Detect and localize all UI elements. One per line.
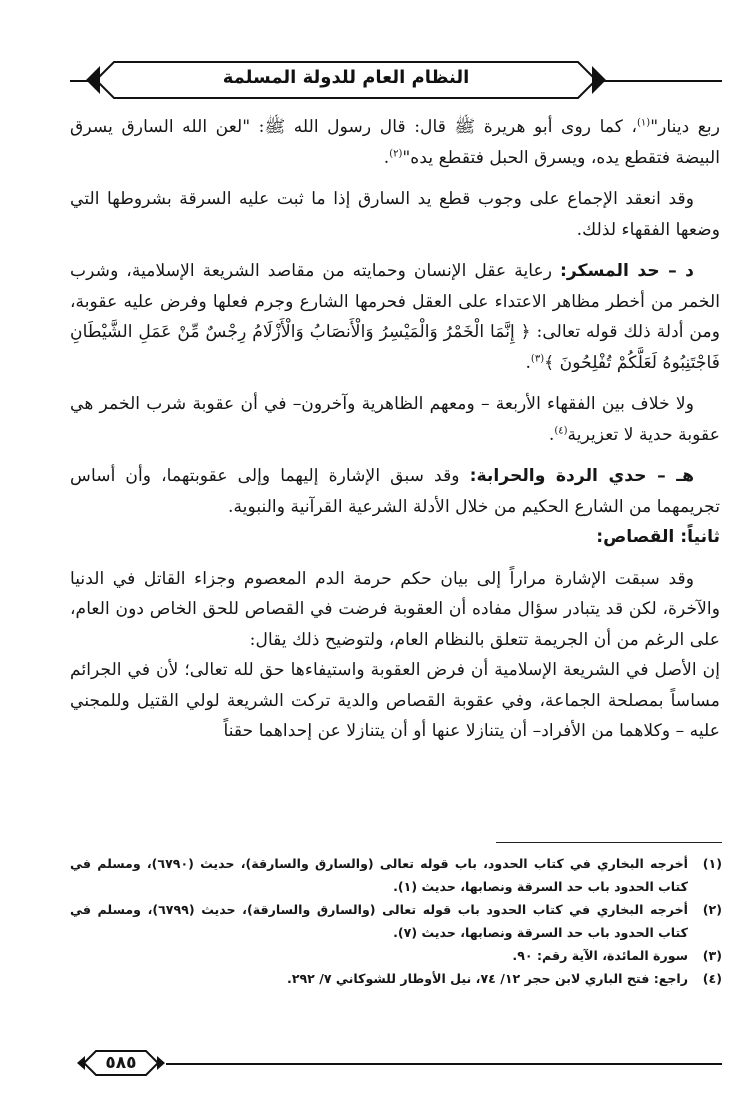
footnote-item (70, 944, 722, 967)
p4-text-b: . (548, 424, 555, 445)
footnote-item (70, 852, 722, 898)
footnote-number: (٤) (702, 971, 722, 986)
page-number: ٥٨٥ (105, 1053, 137, 1073)
paragraph-4 (70, 389, 720, 450)
page-number-badge (76, 1048, 166, 1078)
paragraph-1 (70, 112, 720, 173)
paragraph-5 (70, 461, 720, 522)
paragraph-2: وقد انعقد الإجماع على وجوب قطع يد السارق إذا ما ثبت عليه السرقة بشروطها التي وضعها الفقهاء لذلك. (70, 189, 720, 240)
footnote-ref-4: (٤) (554, 424, 568, 436)
page-number-rule (166, 1063, 722, 1065)
p1-text-c: . (383, 147, 390, 168)
paragraph-7: إن الأصل في الشريعة الإسلامية أن فرض العقوبة واستيفاءها حق لله تعالى؛ لأن في الجرائم مساساً بمصلحة الجماعة، وفي عقوبة القصاص والدية تركت الشريعة لولي القتيل وللمجني عليه – وكلاهما من الأفراد– أن يتنازلا عنها أو أن يتنازلا عن إحداهما حقناً (70, 660, 720, 741)
footnote-text: راجع: فتح الباري لابن حجر ١٢/ ٧٤، نيل الأوطار للشوكاني ٧/ ٢٩٢. (287, 971, 688, 986)
p1-text-a: ربع دينار" (650, 117, 721, 137)
running-header (82, 60, 610, 100)
paragraph-3 (70, 256, 720, 378)
p3-text-a: رعاية عقل الإنسان وحمايته من مقاصد الشريعة الإسلامية، وشرب الخمر من أخطر مظاهر الاعتداء على العقل فحرمها الشارع وجرم فعلها وفرض عليه عقوبة، ومن أدلة ذلك قوله تعالى: ﴿ إِنَّمَا الْخَمْرُ وَالْمَيْسِرُ وَالْأَنصَابُ وَالْأَزْلَامُ رِجْسٌ مِّنْ عَمَلِ الشَّيْطَانِ فَاجْتَنِبُوهُ لَعَلَّكُمْ تُفْلِحُونَ ﴾ (70, 261, 720, 373)
footnote-number: (٢) (702, 902, 722, 917)
footnote-ref-3: (٣) (530, 352, 545, 364)
footnote-item (70, 898, 722, 944)
p5-text-a: وقد سبق الإشارة إليهما وإلى عقوبتهما، وأن أساس تجريمهما من الشارع الحكيم من خلال الأدلة الشرعية القرآنية والنبوية. (70, 466, 720, 517)
footnote-number: (١) (702, 856, 722, 871)
body-text (70, 112, 720, 747)
p3-text-b: . (525, 352, 531, 373)
paragraph-6: وقد سبقت الإشارة مراراً إلى بيان حكم حرمة الدم المعصوم وجزاء القاتل في الدنيا والآخرة، لكن قد يتبادر سؤال مفاده أن العقوبة فرضت في القصاص للحق الخاص دون العام، على الرغم من أن الجريمة تتعلق بالنظام العام، ولتوضيح ذلك يقال: (70, 568, 720, 650)
footnote-item (70, 967, 722, 990)
header-rule-left (70, 80, 90, 82)
p1-text-b: ، كما روى أبو هريرة ﷺ قال: قال رسول الله ﷺ: "لعن الله السارق يسرق البيضة فتقطع يده، ويسرق الحبل فتقطع يده" (70, 117, 720, 168)
p3-heading: د – حد المسكر: (559, 261, 694, 281)
p5-heading: هـ – حدي الردة والحرابة: (469, 466, 694, 486)
header-title: النظام العام للدولة المسلمة (222, 67, 470, 88)
footnote-text: أخرجه البخاري في كتاب الحدود باب قوله تعالى (والسارق والسارقة)، حديث (٦٧٩٩)، ومسلم في كتاب الحدود باب حد السرقة ونصابها، حديث (٧). (70, 902, 688, 940)
footnote-number: (٣) (702, 948, 722, 963)
p4-text-a: ولا خلاف بين الفقهاء الأربعة – ومعهم الظاهرية وآخرون– في أن عقوبة شرب الخمر هي عقوبة حدية لا تعزيرية (70, 394, 720, 445)
footnote-text: سورة المائدة، الآية رقم: ٩٠. (512, 948, 688, 963)
section-title: ثانياً: القصاص: (596, 527, 720, 547)
header-rule-right (600, 80, 722, 82)
footnote-text: أخرجه البخاري في كتاب الحدود، باب قوله تعالى (والسارق والسارقة)، حديث (٦٧٩٠)، ومسلم في كتاب الحدود باب حد السرقة ونصابها، حديث (١). (70, 856, 688, 894)
footnote-ref-1: (١) (637, 117, 651, 129)
footnote-ref-2: (٢) (389, 147, 403, 159)
footnote-separator (496, 842, 722, 843)
footnotes (70, 852, 722, 990)
